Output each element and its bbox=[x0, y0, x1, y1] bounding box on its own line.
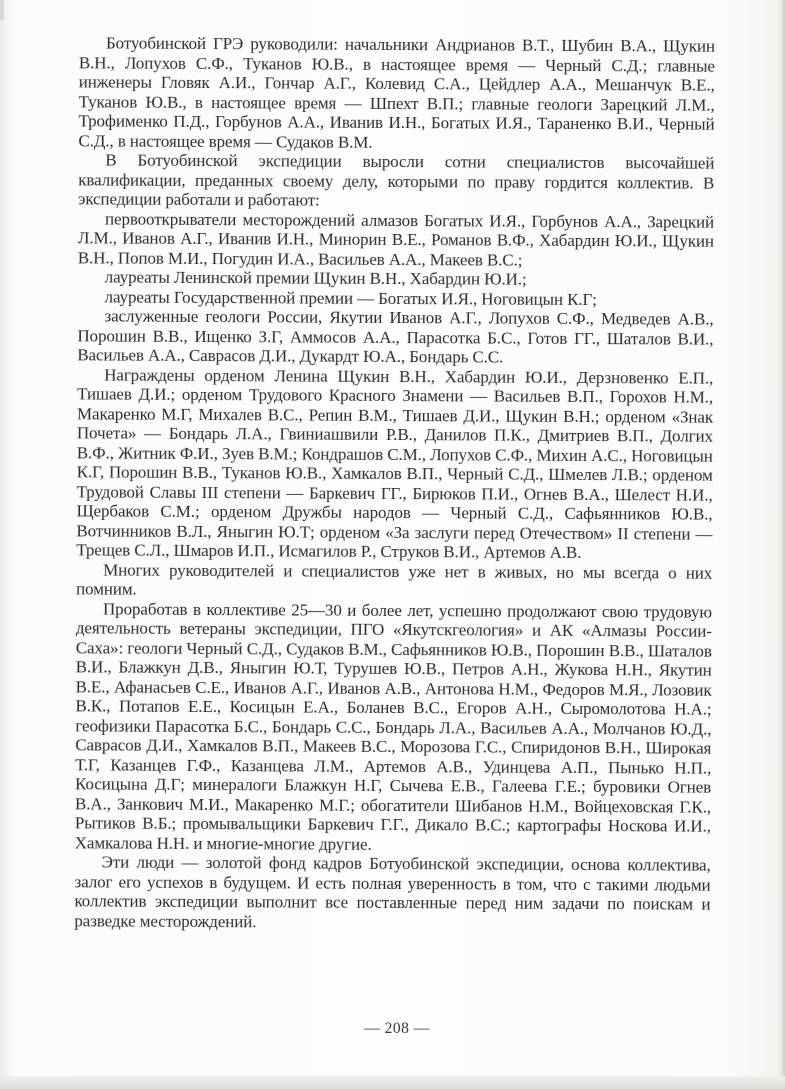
paragraph: Награждены орденом Ленина Щукин В.Н., Хабардин Ю.И., Дерзновенко Е.П., Тишаев Д.И.; орденом Трудового Красного Знамени — Васильев В.П., Горохов Н.М., Макаренко М.Г, Михалев В.С., Репин В.М., Тишаев Д.И., Щукин В.Н.; орденом «Знак Почета» — Бондарь Л.А., Гвиниашвили Р.В., Данилов П.К., Дмитриев В.П., Долгих В.Ф., Житник Ф.И., Зуев В.М.; Кондрашов С.М., Лопухов С.Ф., Михин А.С., Ноговицын К.Г, Порошин В.В., Туканов Ю.В., Хамкалов В.П., Черный С.Д., Шмелев Л.В.; орденом Трудовой Славы III степени — Баркевич ГГ., Бирюков П.И., Огнев В.А., Шелест Н.И., Щербаков С.М.; орденом Дружбы народов — Черный С.Д., Сафьянников Ю.В., Вотчинников В.Л., Яныгин Ю.Т; орденом «За заслуги перед Отечеством» II степени — Трещев С.Л., Шмаров И.П., Исмагилов Р., Струков В.И., Артемов А.В. bbox=[76, 364, 714, 562]
paragraph: Многих руководителей и специалистов уже нет в живых, но мы всегда о них помним. bbox=[76, 559, 713, 599]
paragraph: Ботуобинской ГРЭ руководили: начальники Андрианов В.Т., Шубин В.А., Щукин В.Н., Лопухов С.Ф., Туканов Ю.В., в настоящее время — Черный С.Д.; главные инженеры Гловяк А.И., Гончар А.Г., Колевид С.А., Цейдлер А.А., Мешанчук В.Е., Туканов Ю.В., в настоящее время — Шпехт В.П.; главные геологи Зарецкий Л.М., Трофименко П.Д., Горбунов А.А., Иванив И.Н., Богатых И.Я., Тараненко В.И., Черный С.Д., в настоящее время — Судаков В.М. bbox=[78, 33, 715, 152]
paragraph: лауреаты Ленинской премии Щукин В.Н., Хабардин Ю.И.; bbox=[104, 267, 527, 289]
paragraph: первооткрыватели месторождений алмазов Богатых И.Я., Горбунов А.А., Зарецкий Л.М., Иванов А.Г., Иванив И.Н., Минорин В.Е., Романов В.Ф., Хабардин Ю.И., Щукин В.Н., Попов М.И., Погудин И.А., Васильев А.А., Макеев В.С.; bbox=[77, 208, 715, 270]
page-number: — 208 — bbox=[364, 1020, 430, 1037]
scan-edge-right bbox=[780, 0, 785, 1089]
paragraph: заслуженные геологи России, Якутии Иванов А.Г., Лопухов С.Ф., Медведев А.В., Порошин В.В., Ищенко З.Г, Аммосов А.А., Парасотка Б.С., Готов ГГ., Шаталов В.И., Васильев А.А., Саврасов Д.И., Дукардт Ю.А., Бондарь С.С. bbox=[77, 306, 714, 367]
paragraph: Эти люди — золотой фонд кадров Ботуобинской экспедиции, основа коллектива, залог его успехов в будущем. И есть полная уверенность в том, что с такими людьми коллектив экспедиции выполнит все поставленные перед ним задачи по поискам и разведке месторождений. bbox=[74, 852, 711, 931]
paragraph: лауреаты Государственной премии — Богатых И.Я., Ноговицын К.Г; bbox=[104, 286, 597, 309]
text-block bbox=[74, 33, 715, 933]
scan-edge-left bbox=[0, 0, 9, 1089]
paragraph: В Ботуобинской экспедиции выросли сотни специалистов высочайшей квалификации, преданных своему делу, которыми по праву гордится коллектив. В экспедиции работали и работают: bbox=[78, 150, 715, 210]
scan-edge-bottom bbox=[0, 1076, 785, 1089]
scan-notch-topleft bbox=[0, 0, 4, 20]
paragraph: Проработав в коллективе 25—30 и более лет, успешно продолжают свою трудовую деятельность ветераны экспедиции, ПГО «Якутскгеология» и АК «Алмазы России-Саха»: геологи Черный С.Д., Судаков В.М., Сафьянников Ю.В., Порошин В.В., Шаталов В.И., Блажкун Д.В., Яныгин Ю.Т, Турушев Ю.В., Петров А.Н., Жукова Н.Н., Якутин В.Е., Афанасьев С.Е., Иванов А.Г., Иванов А.В., Антонова Н.М., Федоров М.Я., Лозовик В.К., Потапов Е.Е., Косицын Е.А., Боланев В.С., Егоров А.Н., Сыромолотова Н.А.; геофизики Парасотка Б.С., Бондарь С.С., Бондарь Л.А., Васильев А.А., Молчанов Ю.Д., Саврасов Д.И., Хамкалов В.П., Макеев В.С., Морозова Г.С., Спиридонов В.Н., Широкая Т.Г, Казанцев Г.Ф., Казанцева Л.М., Артемов А.В., Удинцева А.П., Пынько Н.П., Косицына Д.Г; минералоги Блажкун Н.Г, Сычева Е.В., Галеева Г.Е.; буровики Огнев В.А., Занкович М.И., Макаренко М.Г.; обогатители Шибанов Н.М., Войцеховская Г.К., Рытиков В.Б.; промывальщики Баркевич Г.Г., Дикало В.С.; картографы Носкова И.И., Хамкалова Н.Н. и многие-многие другие. bbox=[74, 598, 713, 854]
